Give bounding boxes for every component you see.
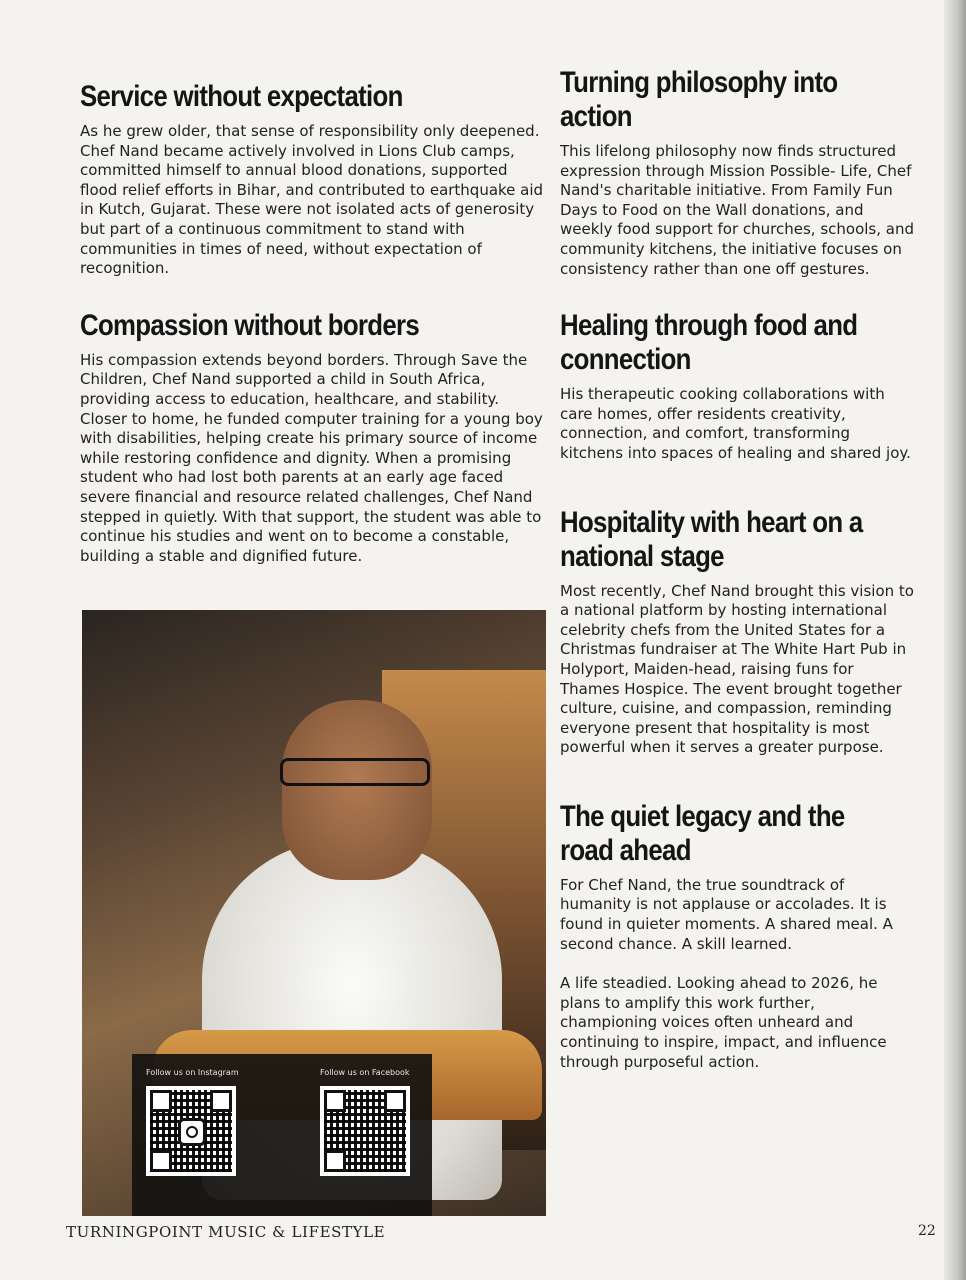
section-heading: The quiet legacy and the road ahead: [560, 799, 845, 867]
right-column: [560, 66, 916, 1102]
section-heading: Turning philosophy into action: [560, 66, 838, 133]
section-body: As he grew older, that sense of responsibility only deepened. Chef Nand became actively involved in Lions Club camps, committed himself to annual blood donations, supported flood relief efforts in Bihar, and contributed to earthquake aid in Kutch, Gujarat. These were not isolated acts of generosity but part of a continuous commitment to stand with communities in times of need, without expectation of recognition.: [80, 122, 544, 278]
section-healing: [560, 309, 916, 463]
section-body: This lifelong philosophy now finds structured expression through Mission Possible- Life, Chef Nand's charitable initiative. From Family Fun Days to Food on the Wall donations, and weekly food support for churches, schools, and community kitchens, the initiative focuses on consistency rather than one off gestures.: [560, 142, 914, 278]
qr-panel: [132, 1054, 432, 1216]
glasses: [280, 758, 430, 786]
facebook-qr-code[interactable]: [320, 1086, 410, 1176]
section-heading: Compassion without borders: [80, 308, 420, 342]
qr-instagram-label: Follow us on Instagram: [146, 1068, 239, 1077]
left-column: [80, 80, 546, 596]
section-hospitality: [560, 506, 916, 758]
chef-photo: [82, 610, 546, 1216]
section-body-continued: A life steadied. Looking ahead to 2026, he plans to amplify this work further, championing voices often unheard and continuing to inspire, impact, and influence through purposeful action.: [560, 974, 887, 1071]
publication-name: TURNINGPOINT MUSIC & LIFESTYLE: [66, 1223, 386, 1241]
page-edge: [944, 0, 966, 1280]
section-heading: Healing through food and connection: [560, 309, 858, 377]
section-heading: Service without expectation: [80, 80, 403, 113]
qr-facebook-label: Follow us on Facebook: [320, 1068, 410, 1077]
page-number: 22: [918, 1223, 936, 1239]
section-compassion: [80, 309, 546, 567]
section-heading: Hospitality with heart on a national stage: [560, 505, 863, 573]
section-body: His compassion extends beyond borders. Through Save the Children, Chef Nand supported a child in South Africa, providing access to education, healthcare, and stability. Closer to home, he funded computer training for a young boy with disabilities, helping create his primary source of income while restoring confidence and dignity. When a promising student who had lost both parents at an early age faced severe financial and resource related challenges, Chef Nand stepped in quietly. With that support, the student was able to continue his studies and went on to become a constable, building a stable and dignified future.: [80, 350, 543, 565]
section-body: His therapeutic cooking collaborations with care homes, offer residents creativity, connection, and comfort, transforming kitchens into spaces of healing and shared joy.: [560, 385, 911, 462]
section-body: Most recently, Chef Nand brought this vision to a national platform by hosting international celebrity chefs from the United States for a Christmas fundraiser at The White Hart Pub in Holyport, Maiden-head, raising funs for Thames Hospice. The event brought together culture, cuisine, and compassion, reminding everyone present that hospitality is most powerful when it serves a greater purpose.: [560, 581, 914, 757]
qr-finder: [324, 1150, 346, 1172]
section-service: [80, 80, 546, 279]
qr-finder: [150, 1090, 172, 1112]
instagram-icon: [178, 1118, 206, 1146]
instagram-qr-code[interactable]: [146, 1086, 236, 1176]
section-legacy: [560, 800, 916, 1072]
qr-finder: [150, 1150, 172, 1172]
qr-finder: [324, 1090, 346, 1112]
chef-face: [282, 700, 432, 880]
qr-finder: [210, 1090, 232, 1112]
qr-finder: [384, 1090, 406, 1112]
section-philosophy: [560, 66, 916, 279]
section-body: For Chef Nand, the true soundtrack of humanity is not applause or accolades. It is found in quieter moments. A shared meal. A second chance. A skill learned.: [560, 875, 893, 953]
